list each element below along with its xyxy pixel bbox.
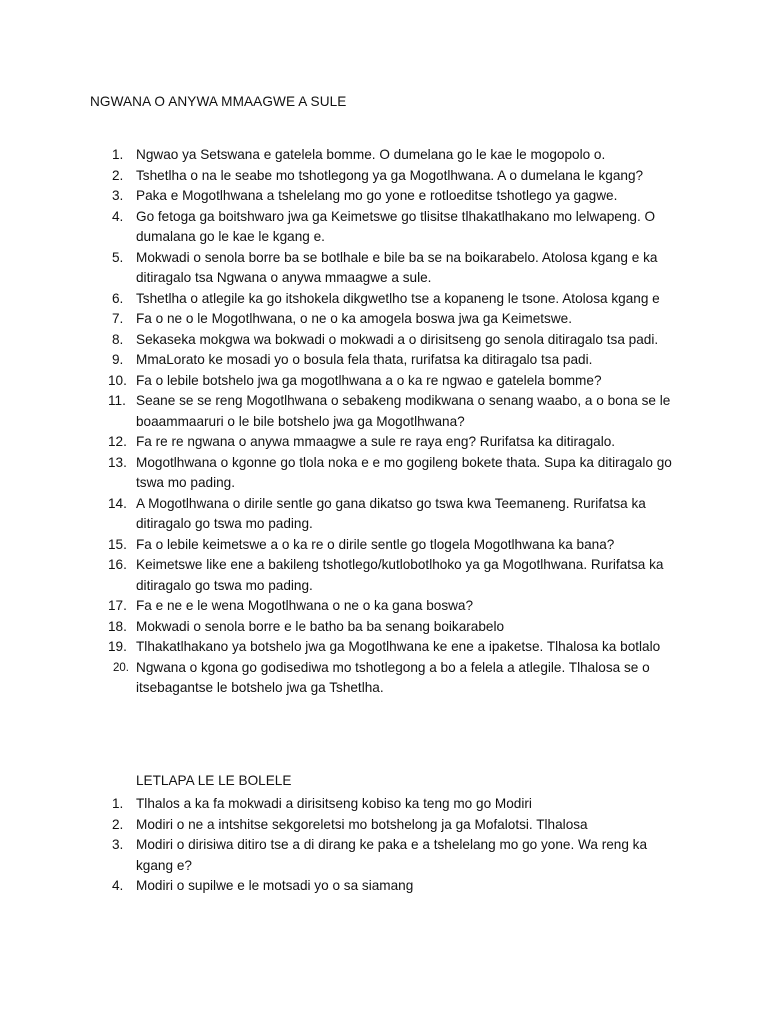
item-number: 19. (108, 639, 127, 654)
list-item (0, 596, 768, 617)
list-item (0, 207, 768, 248)
item-number: 4. (112, 208, 124, 224)
item-text: Modiri o dirisiwa ditiro tse a di dirang ke paka e a tshelelang mo go yone. Wa reng ka kgang e? (136, 837, 648, 873)
item-text: Sekaseka mokgwa wa bokwadi o mokwadi a o dirisitseng go senola ditiragalo tsa padi. (136, 331, 659, 347)
section-list (0, 794, 768, 897)
item-text: MmaLorato ke mosadi yo o bosula fela thata, rurifatsa ka ditiragalo tsa padi. (136, 352, 593, 367)
item-text: Fa o ne o le Mogotlhwana, o ne o ka amogela boswa jwa ga Keimetswe. (136, 311, 573, 326)
item-number: 17. (108, 598, 127, 613)
item-text: Paka e Mogotlhwana a tshelelang mo go yone e rotloeditse tshotlego ya gagwe. (136, 188, 618, 203)
item-number: 1. (112, 796, 124, 811)
item-number: 13. (108, 454, 127, 470)
list-item (0, 835, 768, 876)
item-number: 14. (108, 495, 127, 511)
item-number: 1. (112, 147, 124, 162)
list-item (0, 350, 768, 371)
item-text: Fa e ne e le wena Mogotlhwana o ne o ka gana boswa? (136, 598, 474, 613)
list-item (0, 535, 768, 556)
list-item (0, 289, 768, 310)
list-item (0, 186, 768, 207)
item-number: 4. (112, 878, 124, 893)
list-item (0, 145, 768, 166)
item-number: 7. (112, 311, 124, 326)
list-item (0, 330, 768, 351)
list-item (0, 432, 768, 453)
item-number: 10. (108, 372, 127, 388)
list-item (0, 453, 768, 494)
item-text: Mokwadi o senola borre ba se botlhale e bile ba se na boikarabelo. Atolosa kgang e ka ditiragalo tsa Ngwana o anywa mmaagwe a sule. (136, 249, 658, 285)
item-text: Fa o lebile botshelo jwa ga mogotlhwana a o ka re ngwao e gatelela bomme? (136, 372, 602, 388)
item-number: 16. (108, 557, 127, 572)
item-text: Mokwadi o senola borre e le batho ba ba senang boikarabelo (136, 618, 505, 634)
item-text: Mogotlhwana o kgonne go tlola noka e e mo gogileng bokete thata. Supa ka ditiragalo go tswa mo pading. (136, 454, 672, 490)
list-item (0, 794, 768, 815)
item-number: 11. (108, 393, 126, 408)
list-item (0, 166, 768, 187)
item-number: 5. (112, 249, 124, 265)
document-title: NGWANA O ANYWA MMAAGWE A SULE (90, 94, 347, 109)
item-text: Fa re re ngwana o anywa mmaagwe a sule re raya eng? Rurifatsa ka ditiragalo. (136, 434, 616, 449)
list-item (0, 391, 768, 432)
item-text: Modiri o supilwe e le motsadi yo o sa siamang (136, 878, 414, 893)
item-text: Tlhakatlhakano ya botshelo jwa ga Mogotlhwana ke ene a ipaketse. Tlhalosa ka botlalo (136, 639, 661, 654)
item-text: Modiri o ne a intshitse sekgoreletsi mo botshelong ja ga Mofalotsi. Tlhalosa (136, 816, 588, 832)
item-number: 18. (108, 618, 127, 634)
item-text: Seane se se reng Mogotlhwana o sebakeng modikwana o senang waabo, a o bona se le boaammaaruri o le bile botshelo jwa ga Mogotlhwana? (136, 393, 671, 429)
item-number: 8. (112, 331, 124, 347)
item-number: 3. (112, 188, 124, 203)
item-number: 9. (112, 352, 124, 367)
list-item (0, 371, 768, 392)
list-item (0, 309, 768, 330)
item-text: Go fetoga ga boitshwaro jwa ga Keimetswe go tlisitse tlhakatlhakano mo lelwapeng. O dumalana go le kae le kgang e. (136, 208, 656, 244)
item-number: 3. (112, 837, 124, 852)
list-item (0, 248, 768, 289)
item-number: 2. (112, 816, 124, 832)
item-number: 20. (113, 661, 129, 674)
list-item (0, 494, 768, 535)
list-item (0, 617, 768, 638)
list-item (0, 658, 768, 699)
item-number: 2. (112, 167, 124, 183)
list-item (0, 815, 768, 836)
list-item (0, 555, 768, 596)
item-number: 12. (108, 434, 127, 449)
list-item (0, 637, 768, 658)
question-list (0, 145, 768, 699)
item-number: 15. (108, 536, 127, 552)
list-item (0, 876, 768, 897)
item-text: A Mogotlhwana o dirile sentle go gana dikatso go tswa kwa Teemaneng. Rurifatsa ka ditiragalo go tswa mo pading. (136, 495, 646, 531)
item-text: Tshetlha o atlegile ka go itshokela dikgwetlho tse a kopaneng le tsone. Atolosa kgang e (136, 290, 660, 306)
item-text: Tlhalos a ka fa mokwadi a dirisitseng kobiso ka teng mo go Modiri (136, 796, 532, 811)
item-text: Ngwana o kgona go godisediwa mo tshotlegong a bo a felela a atlegile. Tlhalosa se o itsebagantse le botshelo jwa ga Tshetlha. (136, 659, 650, 695)
item-text: Ngwao ya Setswana e gatelela bomme. O dumelana go le kae le mogopolo o. (136, 147, 606, 162)
item-text: Fa o lebile keimetswe a o ka re o dirile sentle go tlogela Mogotlhwana ka bana? (136, 536, 615, 552)
item-text: Tshetlha o na le seabe mo tshotlegong ya ga Mogotlhwana. A o dumelana le kgang? (136, 167, 644, 183)
item-number: 6. (112, 290, 124, 306)
item-text: Keimetswe like ene a bakileng tshotlego/kutlobotlhoko ya ga Mogotlhwana. Rurifatsa ka ditiragalo go tswa mo pading. (136, 557, 664, 593)
section-heading: LETLAPA LE LE BOLELE (136, 773, 292, 788)
